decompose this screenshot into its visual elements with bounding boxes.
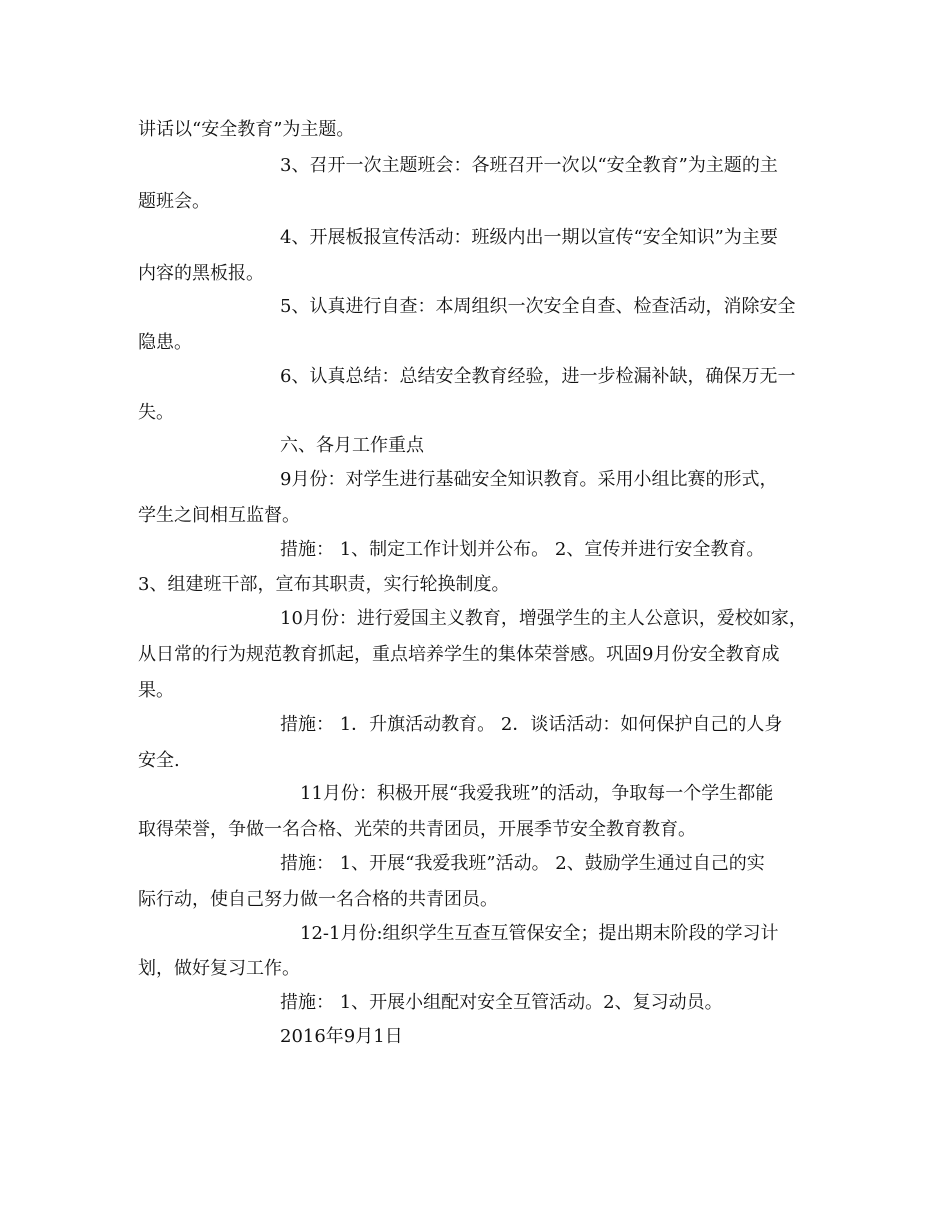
text-line: 安全.: [138, 750, 180, 771]
text-line: 题班会。: [138, 191, 210, 212]
section-heading: 六、各月工作重点: [280, 435, 424, 456]
text-line: 5、认真进行自查：本周组织一次安全自查、检查活动，消除安全: [280, 296, 796, 317]
text-line: 措施： 1．升旗活动教育。 2．谈话活动：如何保护自己的人身: [280, 714, 783, 735]
document-date: 2016年9月1日: [280, 1026, 403, 1047]
text-line: 果。: [138, 680, 174, 701]
text-line: 际行动，使自己努力做一名合格的共青团员。: [138, 889, 498, 910]
text-line: 措施： 1、开展小组配对安全互管活动。2、复习动员。: [280, 992, 723, 1013]
text-line: 从日常的行为规范教育抓起，重点培养学生的集体荣誉感。巩固9月份安全教育成: [138, 644, 780, 665]
text-line: 内容的黑板报。: [138, 263, 264, 284]
text-line: 隐患。: [138, 332, 192, 353]
text-line: 学生之间相互监督。: [138, 505, 300, 526]
text-line: 措施： 1、制定工作计划并公布。 2、宣传并进行安全教育。: [280, 539, 765, 560]
text-line: 取得荣誉，争做一名合格、光荣的共青团员，开展季节安全教育教育。: [138, 819, 696, 840]
text-line: 6、认真总结：总结安全教育经验，进一步检漏补缺，确保万无一: [280, 366, 796, 387]
text-line: 11月份：积极开展“我爱我班”的活动，争取每一个学生都能: [300, 783, 774, 804]
text-line: 10月份：进行爱国主义教育，增强学生的主人公意识，爱校如家，: [280, 608, 807, 629]
text-line: 9月份：对学生进行基础安全知识教育。采用小组比赛的形式，: [280, 469, 778, 490]
text-line: 12-1月份:组织学生互查互管保安全；提出期末阶段的学习计: [300, 923, 779, 944]
text-line: 3、召开一次主题班会：各班召开一次以“安全教育”为主题的主: [280, 155, 778, 176]
text-line: 划，做好复习工作。: [138, 958, 300, 979]
text-line: 4、开展板报宣传活动：班级内出一期以宣传“安全知识”为主要: [280, 227, 778, 248]
text-line: 措施： 1、开展“我爱我班”活动。 2、鼓励学生通过自己的实: [280, 853, 765, 874]
text-line: 失。: [138, 402, 174, 423]
text-line: 3、组建班干部，宣布其职责，实行轮换制度。: [138, 574, 510, 595]
text-line: 讲话以“安全教育”为主题。: [138, 119, 355, 140]
